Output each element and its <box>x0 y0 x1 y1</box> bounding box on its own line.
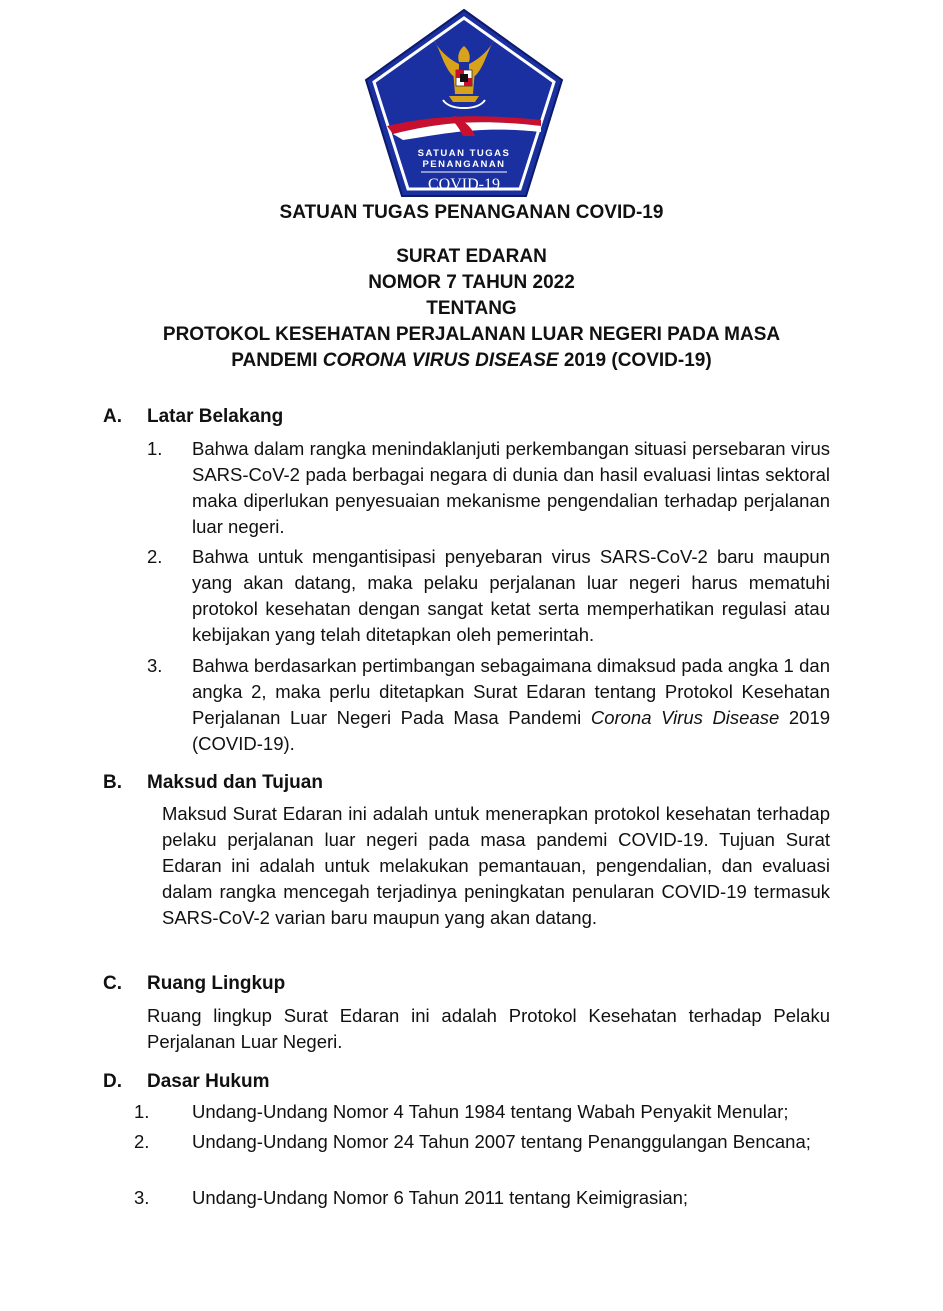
section-c-text: Ruang lingkup Surat Edaran ini adalah Protokol Kesehatan terhadap Pelaku Perjalanan Luar Negeri. <box>147 1005 830 1052</box>
section-d-title: Dasar Hukum <box>147 1071 270 1092</box>
section-a-item-3-text: Bahwa berdasarkan pertimbangan sebagaimana dimaksud pada angka 1 dan angka 2, maka perlu ditetapkan Surat Edaran tentang Protokol Kesehatan Perjalanan Luar Negeri Pada Masa Pandemi Corona Virus Disease 2019 (COVID-19). <box>192 655 831 754</box>
section-b-text: Maksud Surat Edaran ini adalah untuk menerapkan protokol kesehatan terhadap pelaku perjalanan luar negeri pada masa pandemi COVID-19. Tujuan Surat Edaran ini adalah untuk melakukan pemantauan, pengendalian, dan evaluasi dalam rangka mencegah terjadinya peningkatan penularan COVID-19 termasuk SARS-CoV-2 varian baru maupun yang akan datang. <box>162 803 830 928</box>
section-d-item-2-text: Undang-Undang Nomor 24 Tahun 2007 tentang Penanggulangan Bencana; <box>192 1131 811 1152</box>
section-a-letter: A. <box>103 406 122 427</box>
section-a-title: Latar Belakang <box>147 406 284 427</box>
section-b-title: Maksud dan Tujuan <box>147 772 323 793</box>
section-d-item-3-text: Undang-Undang Nomor 6 Tahun 2011 tentang Keimigrasian; <box>192 1187 689 1208</box>
organization-title: SATUAN TUGAS PENANGANAN COVID-19 <box>279 202 664 223</box>
section-a-item-1-text: Bahwa dalam rangka menindaklanjuti perkembangan situasi persebaran virus SARS-CoV-2 pada berbagai negara di dunia dan hasil evaluasi lintas sektoral maka diperlukan penyesuaian mekanisme pengendalian terhadap perjalanan luar negeri. <box>192 438 830 537</box>
satgas-covid19-logo <box>363 8 565 198</box>
document-subject-line2: PANDEMI CORONA VIRUS DISEASE 2019 (COVID-19) <box>231 350 712 371</box>
section-d-item-3-number: 3. <box>134 1187 150 1208</box>
section-a-item-3-number: 3. <box>147 655 163 676</box>
logo-text-line1: SATUAN TUGAS <box>417 148 511 159</box>
section-d-letter: D. <box>103 1071 122 1092</box>
section-d-item-1-text: Undang-Undang Nomor 4 Tahun 1984 tentang Wabah Penyakit Menular; <box>192 1101 789 1122</box>
logo-text-covid: COVID-19 <box>428 176 500 193</box>
document-title-block <box>0 244 943 374</box>
section-b-letter: B. <box>103 772 122 793</box>
logo-text-line2: PENANGANAN <box>422 159 506 170</box>
section-c-letter: C. <box>103 973 122 994</box>
section-a-item-2-number: 2. <box>147 546 163 567</box>
document-subject-line1: PROTOKOL KESEHATAN PERJALANAN LUAR NEGERI PADA MASA <box>162 324 781 345</box>
section-c-title: Ruang Lingkup <box>147 973 286 994</box>
document-about: TENTANG <box>426 298 517 319</box>
section-d-item-1-number: 1. <box>134 1101 150 1122</box>
section-a-item-1-number: 1. <box>147 438 163 459</box>
document-type: SURAT EDARAN <box>396 246 547 267</box>
section-d-item-2-number: 2. <box>134 1131 150 1152</box>
document-number: NOMOR 7 TAHUN 2022 <box>368 272 575 293</box>
section-a-item-2-text: Bahwa untuk mengantisipasi penyebaran virus SARS-CoV-2 baru maupun yang akan datang, maka pelaku perjalanan luar negeri harus mematuhi protokol kesehatan dengan sangat ketat serta memperhatikan regulasi atau kebijakan yang telah ditetapkan oleh pemerintah. <box>192 546 830 645</box>
